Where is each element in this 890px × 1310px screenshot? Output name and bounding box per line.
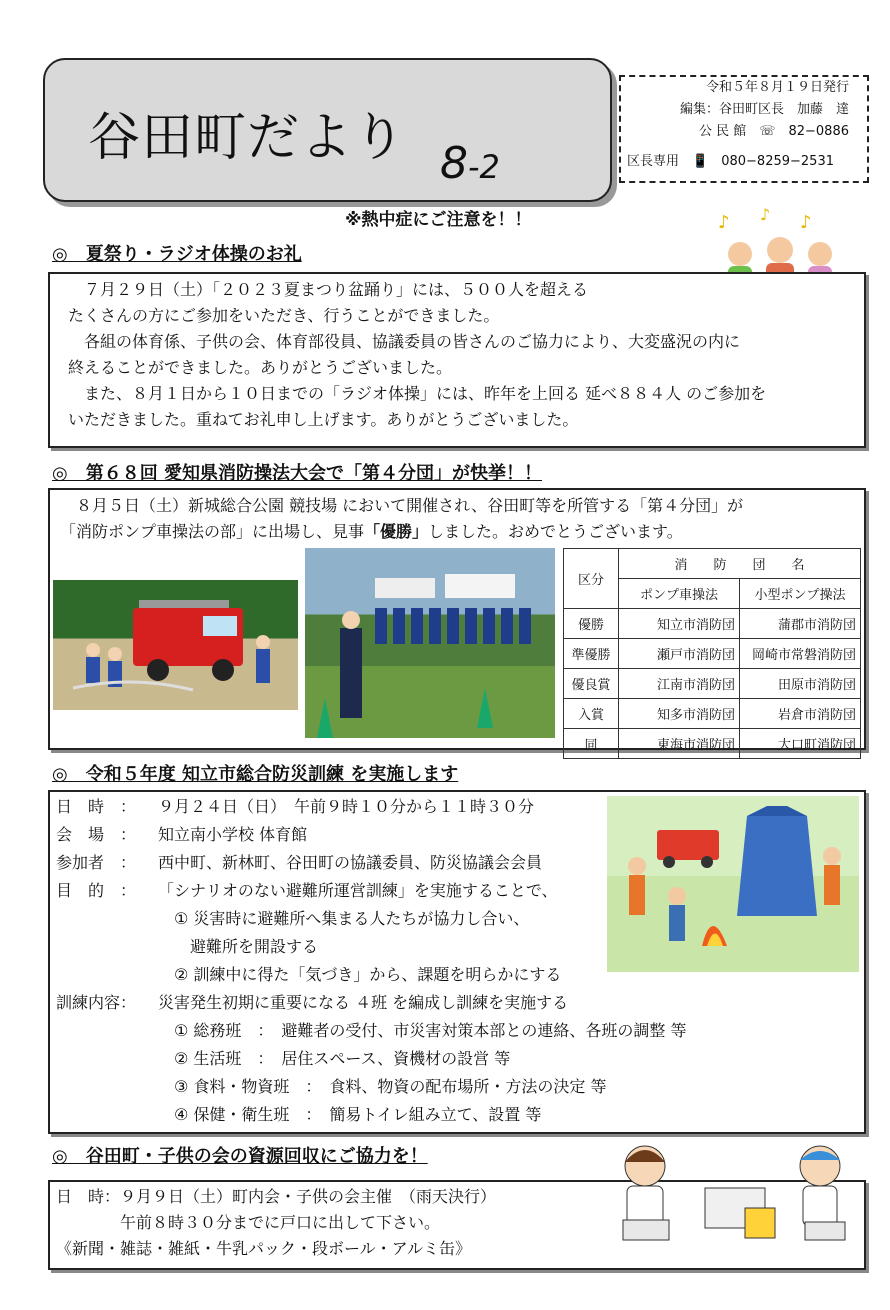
table-cell-pump-car: 東海市消防団 [619, 729, 740, 759]
festival-line-4: 終えることができました。ありがとうございました。 [68, 358, 453, 377]
table-cell-rank: 入賞 [564, 699, 619, 729]
fire-truck-photo [53, 580, 298, 710]
drill-value: 「シナリオのない避難所運営訓練」を実施することで、 [158, 881, 558, 900]
drill-key: 日 時 ： [56, 797, 137, 816]
drill-value: ③ 食料・物資班 ： 食料、物資の配布場所・方法の決定 等 [158, 1077, 607, 1096]
drill-row [56, 1017, 864, 1045]
table-cell-pump-car: 江南市消防団 [619, 669, 740, 699]
table-cell-small-pump: 岩倉市消防団 [740, 699, 861, 729]
section-heading-festival: ◎ 夏祭り・ラジオ体操のお礼 [52, 244, 302, 265]
disaster-drill-illustration [607, 796, 859, 972]
fire-line-2a: 「消防ポンプ車操法の部」に出場し、見事 [60, 522, 365, 541]
chief-label: 区長専用 [627, 154, 693, 169]
table-row [564, 609, 861, 639]
table-cell-pump-car: 知立市消防団 [619, 609, 740, 639]
table-row [564, 729, 861, 759]
festival-line-5: また、８月１日から１０日までの「ラジオ体操」には、昨年を上回る 延べ８８４人 のご参加を [68, 384, 767, 403]
fire-line-1: ８月５日（土）新城総合公園 競技場 において開催され、谷田町等を所管する「第４分団」が [60, 496, 744, 515]
issue-sub: -2 [468, 148, 500, 186]
chief-phone-row [621, 151, 867, 173]
section-heading-recycling: ◎ 谷田町・子供の会の資源回収にご協力を！ [52, 1146, 428, 1167]
children-recycling-illustration [605, 1138, 860, 1258]
table-header-pump-car: ポンプ車操法 [619, 579, 740, 609]
section-heading-drill: ◎ 令和５年度 知立市総合防災訓練 を実施します [52, 764, 459, 785]
drill-value: 避難所を開設する [158, 937, 319, 956]
drill-value: 災害発生初期に重要になる ４班 を編成し訓練を実施する [158, 993, 569, 1012]
drill-value: ② 訓練中に得た「気づき」から、課題を明らかにする [158, 965, 562, 984]
table-cell-pump-car: 瀬戸市消防団 [619, 639, 740, 669]
recycling-line-2: 午前８時３０分までに戸口に出して下さい。 [56, 1213, 441, 1232]
drill-value: 知立南小学校 体育館 [158, 825, 308, 844]
drill-value: ９月２４日（日） 午前９時１０分から１１時３０分 [158, 797, 535, 816]
fire-line-2 [60, 519, 864, 545]
table-cell-small-pump: 岡崎市常磐消防団 [740, 639, 861, 669]
issue-date: 令和５年８月１９日発行 [705, 80, 849, 95]
festival-line-2: たくさんの方にご参加をいただき、行うことができました。 [68, 306, 500, 325]
issue-main: 8 [440, 138, 468, 189]
drill-value: 西中町、新林町、谷田町の協議委員、防災協議会会員 [158, 853, 543, 872]
table-cell-rank: 優良賞 [564, 669, 619, 699]
table-cell-small-pump: 田原市消防団 [740, 669, 861, 699]
table-cell-rank: 準優勝 [564, 639, 619, 669]
fire-line-2c: しました。おめでとうございます。 [428, 522, 683, 541]
issue-number [440, 138, 500, 189]
table-row [564, 639, 861, 669]
chief-phone: 080−8259−2531 [721, 154, 834, 169]
table-cell-small-pump: 大口町消防団 [740, 729, 861, 759]
editor: 編集：谷田町区長 加藤 達 [679, 102, 849, 117]
svg-text:♪: ♪ [760, 206, 771, 224]
section-heading-fire-contest: ◎ 第６８回 愛知県消防操法大会で「第４分団」が快挙！！ [52, 463, 542, 484]
results-table [563, 548, 861, 759]
festival-line-6: いただきました。重ねてお礼申し上げます。ありがとうございました。 [68, 410, 579, 429]
recycling-line-1: 日 時：９月９日（土）町内会・子供の会主催 （雨天決行） [56, 1187, 497, 1206]
table-row [564, 669, 861, 699]
publication-info [619, 75, 869, 183]
newsletter-title: 谷田町だより [88, 108, 407, 168]
hall-phone: 公 民 館 ☏ 82−0886 [698, 124, 849, 139]
festival-line-1: ７月２９日（土）「２０２３夏まつり盆踊り」には、５００人を超える [68, 280, 589, 299]
fire-line-2b: 「優勝」 [364, 522, 429, 541]
table-cell-pump-car: 知多市消防団 [619, 699, 740, 729]
svg-text:♪: ♪ [718, 212, 730, 233]
drill-key: 会 場 ： [56, 825, 137, 844]
drill-value: ② 生活班 ： 居住スペース、資機材の設営 等 [158, 1049, 511, 1068]
drill-value: ① 災害時に避難所へ集まる人たちが協力し合い、 [158, 909, 530, 928]
table-header-small-pump: 小型ポンプ操法 [740, 579, 861, 609]
table-header-rank: 区分 [564, 549, 619, 609]
festival-box [48, 272, 866, 448]
drill-row [56, 989, 864, 1017]
drill-value: ④ 保健・衛生班 ： 簡易トイレ組み立て、設置 等 [158, 1105, 542, 1124]
svg-text:♪: ♪ [800, 212, 812, 233]
festival-line-3: 各組の体育係、子供の会、体育部役員、協議委員の皆さんのご協力により、大変盛況の内に [68, 332, 741, 351]
table-header-group: 消 防 団 名 [619, 549, 861, 579]
table-row [564, 699, 861, 729]
table-cell-rank: 同 [564, 729, 619, 759]
drill-key: 参加者 ： [56, 853, 137, 872]
mobile-phone-icon: 📱 [692, 154, 709, 169]
drill-key: 訓練内容： [56, 993, 137, 1012]
table-cell-small-pump: 蒲郡市消防団 [740, 609, 861, 639]
recycling-line-3: 《新聞・雑誌・雑紙・牛乳パック・段ボール・アルミ缶》 [56, 1239, 472, 1258]
drill-row [56, 1073, 864, 1101]
drill-value: ① 総務班 ： 避難者の受付、市災害対策本部との連絡、各班の調整 等 [158, 1021, 687, 1040]
drill-key: 目 的 ： [56, 881, 137, 900]
heatstroke-warning: ※熱中症にご注意を！！ [345, 210, 532, 230]
team-lineup-photo [305, 548, 555, 738]
drill-row [56, 1045, 864, 1073]
drill-row [56, 1101, 864, 1129]
table-cell-rank: 優勝 [564, 609, 619, 639]
